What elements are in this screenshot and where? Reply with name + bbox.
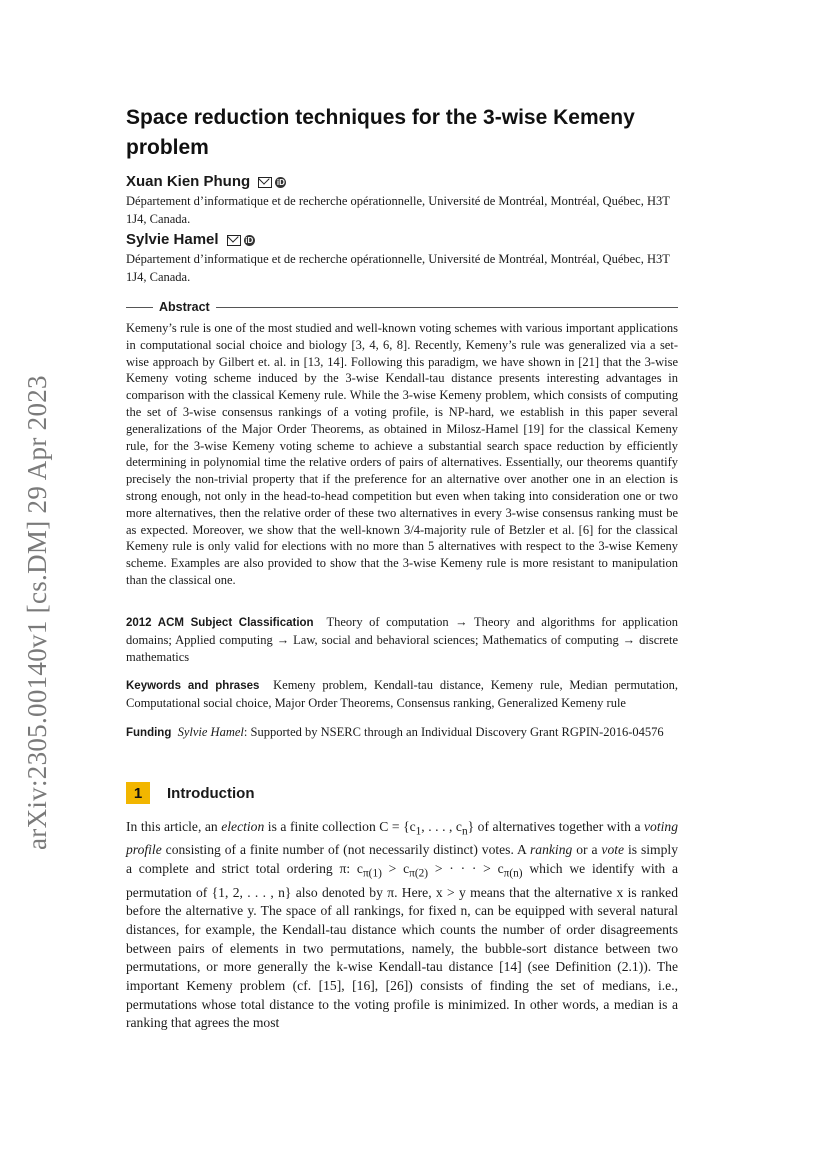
- funding-text: : Supported by NSERC through an Individual Discovery Grant RGPIN-2016-04576: [243, 725, 664, 739]
- abstract-text: Kemeny’s rule is one of the most studied and well-known voting schemes with various important applications in computational social choice and biology [3, 4, 6, 8]. Recently, Kemeny’s rule was generalized via a set-wise approach by Gilbert et. al. in [13, 14]. Following this paradigm, we have shown in [21] that the 3-wise Kemeny voting scheme induced by the 3-wise Kendall-tau distance presents interesting advantages in comparison with the classical Kemeny rule. While the 3-wise Kemeny problem, which consists of computing the set of 3-wise consensus rankings of a voting profile, is NP-hard, we establish in this paper several generalizations of the Major Order Theorems, as obtained in Milosz-Hamel [19] for the classical Kemeny rule, for the 3-wise Kemeny voting scheme to achieve a substantial search space reduction by efficiently determining in polynomial time the relative orders of pairs of alternatives. Essentially, our theorems quantify precisely the non-trivial property that if the preference for an alternative over another one in an election is strong enough, not only in the head-to-head competition but even when taking into consideration one or two more alternatives, then the relative order of these two alternatives in every 3-wise consensus ranking must be as expected. Moreover, we show that the well-known 3/4-majority rule of Betzler et al. [6] for the classical Kemeny rule is only valid for elections with no more than 5 alternatives with respect to the 3-wise Kemeny scheme. Examples are also provided to show that the 3-wise Kemeny rule is more resistant to manipulation than the classical one.: [126, 321, 678, 587]
- acm-text: Theory of computation → Theory and algorithms for application domains; Applied computing → Law, social and behavioral sciences; Mathematics of computing → discrete mathematics: [126, 615, 678, 664]
- abstract-label: Abstract: [159, 300, 210, 314]
- intro-subscript: π(n): [503, 867, 523, 880]
- author-name: Sylvie Hamel: [126, 231, 219, 248]
- funding-label: Funding: [126, 727, 172, 739]
- intro-text: which we identify with a permutation of {1, 2, . . . , n} also denoted by π. Here, x > y means that the alternative x is ranked before the alternative y. The space of all rankings, for fixed n, can be equipped with several natural distances, for example, the Kendall-tau distance which counts the number of order disagreements between pairs of elements in two permutations, namely, the bubble-sort distance between two permutations, or more generally the k-wise Kendall-tau distance [14] (see Definition (2.1)). The important Kemeny problem (cf. [15], [16], [26]) consists of finding the set of medians, i.e., permutations whose total distance to the voting profile is minimized. In other words, a median is a ranking that agrees the most: [126, 861, 679, 1031]
- keywords: [126, 677, 678, 712]
- author-1-affiliation: Département d’informatique et de recherche opérationnelle, Université de Montréal, Montréal, Québec, H3T 1J4, Canada.: [126, 194, 670, 226]
- intro-emphasis: election: [221, 819, 265, 834]
- arxiv-stamp: [22, 350, 56, 850]
- acm-classification: [126, 614, 678, 665]
- author-2: [126, 231, 255, 248]
- rule-left: [126, 307, 153, 308]
- rule-right: [216, 307, 678, 308]
- intro-emphasis: voting profile: [126, 819, 678, 858]
- intro-text: consisting of a finite number of (not necessarily distinct) votes. A: [161, 842, 531, 858]
- intro-text: or a: [572, 842, 602, 858]
- section-heading: [126, 782, 254, 804]
- section-number: 1: [126, 782, 150, 804]
- author-1: [126, 173, 286, 190]
- arxiv-identifier: arXiv:2305.00140v1 [cs.DM] 29 Apr 2023: [22, 375, 52, 850]
- author-name: Xuan Kien Phung: [126, 173, 251, 190]
- keywords-text: Kemeny problem, Kendall-tau distance, Kemeny rule, Median permutation, Computational social choice, Major Order Theorems, Consensus ranking, Generalized Kemeny rule: [126, 678, 679, 710]
- orcid-icon[interactable]: iD: [245, 235, 254, 245]
- paper-title: Space reduction techniques for the 3-wise Kemeny problem: [126, 106, 635, 159]
- intro-text: > · · · > c: [428, 861, 504, 877]
- acm-label: 2012 ACM Subject Classification: [126, 617, 314, 629]
- intro-subscript: π(1): [362, 867, 382, 880]
- keywords-label: Keywords and phrases: [126, 680, 260, 692]
- email-icon[interactable]: [258, 177, 272, 188]
- intro-subscript: 1: [415, 825, 422, 838]
- intro-text: is a finite collection C = {c: [264, 819, 416, 834]
- email-icon[interactable]: [227, 235, 241, 246]
- funding-person: Sylvie Hamel: [177, 725, 244, 739]
- intro-text: In this article, an: [126, 819, 222, 834]
- intro-text: > c: [381, 861, 410, 877]
- intro-emphasis: ranking: [530, 842, 573, 858]
- author-2-affiliation: Département d’informatique et de recherche opérationnelle, Université de Montréal, Montréal, Québec, H3T 1J4, Canada.: [126, 252, 670, 284]
- intro-subscript: π(2): [409, 867, 429, 880]
- introduction-paragraph: [126, 818, 678, 1033]
- funding: [126, 724, 678, 742]
- intro-text: } of alternatives together with a: [467, 819, 645, 834]
- orcid-icon[interactable]: iD: [276, 177, 285, 187]
- intro-text: , . . . , c: [421, 819, 462, 834]
- abstract-heading: [126, 299, 678, 315]
- intro-subscript: n: [461, 825, 468, 838]
- intro-text: is simply a complete and strict total ordering π: c: [126, 842, 678, 877]
- section-title: Introduction: [167, 784, 255, 802]
- intro-emphasis: vote: [601, 842, 625, 858]
